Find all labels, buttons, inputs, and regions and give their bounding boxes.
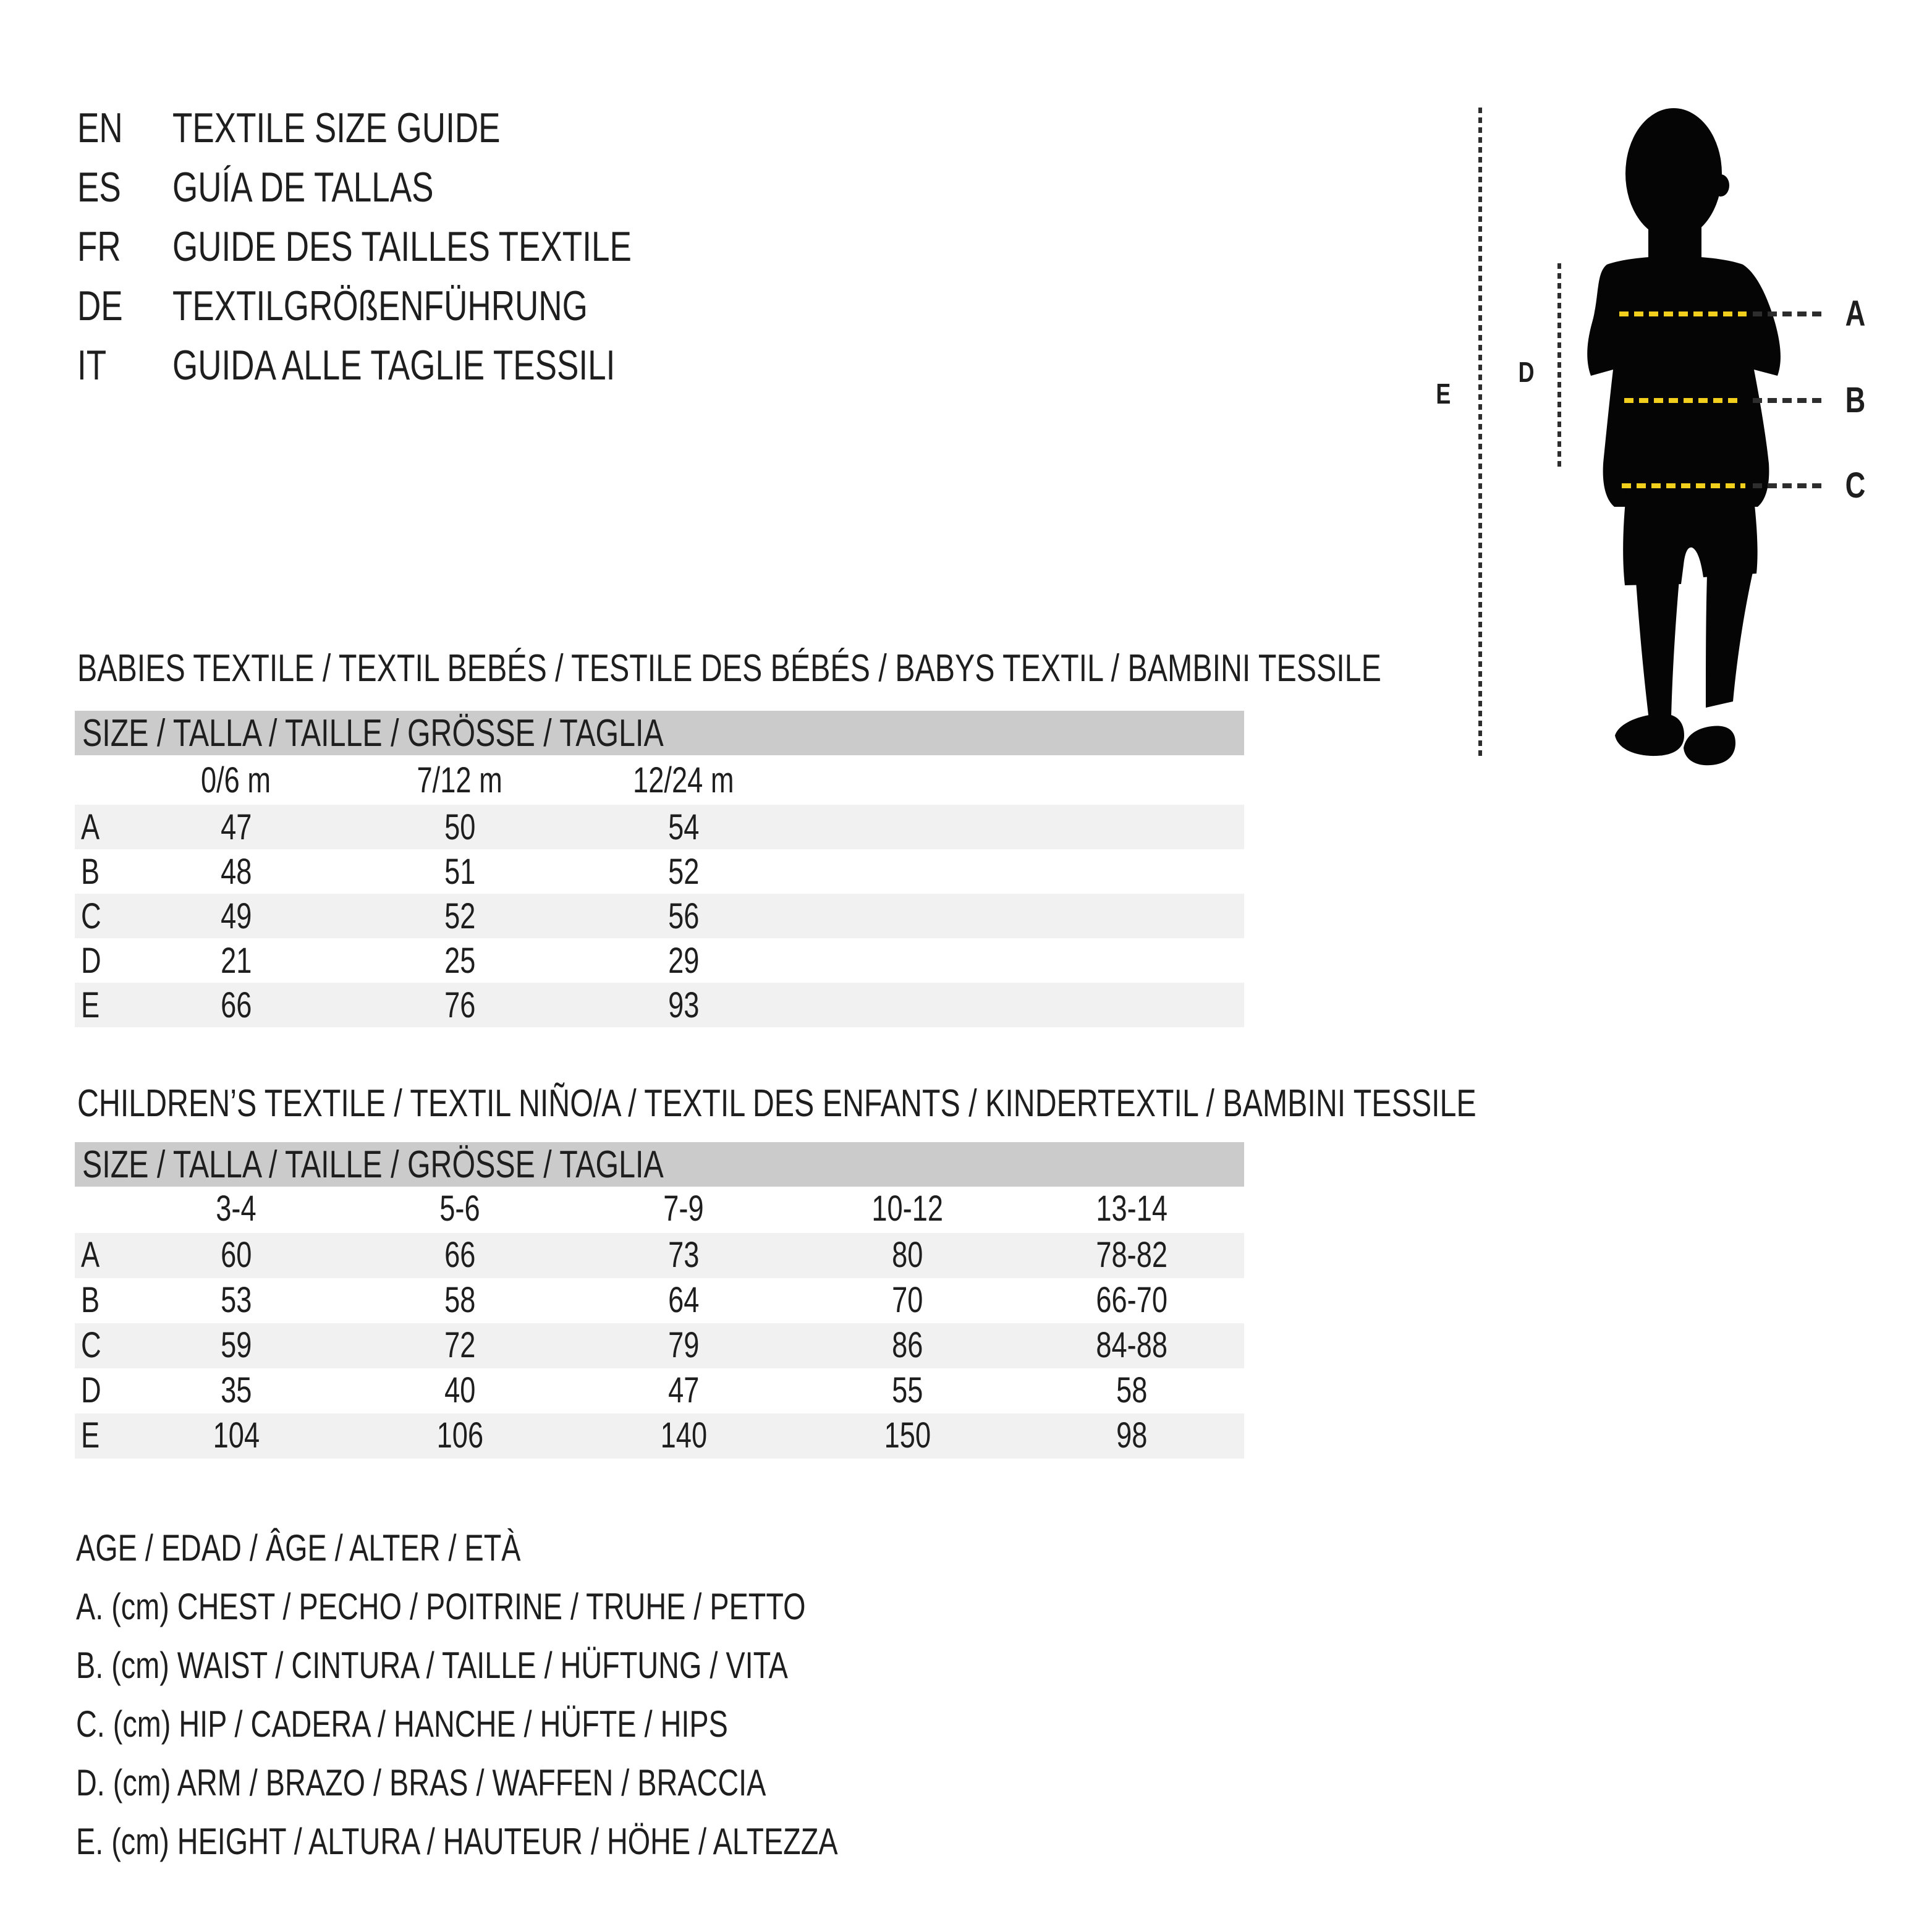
language-row-it	[77, 336, 761, 395]
children-col-7-9: 7-9	[663, 1188, 704, 1229]
language-title-block	[77, 98, 761, 395]
guide-title-en: TEXTILE SIZE GUIDE	[172, 104, 501, 151]
legend-age: AGE / EDAD / ÂGE / ALTER / ETÀ	[76, 1527, 521, 1569]
label-hip-c: C	[1845, 465, 1866, 506]
hip-dash-dark	[1753, 483, 1827, 488]
silhouette-right-shoe	[1684, 726, 1735, 765]
language-code: FR	[77, 223, 121, 270]
children-section-heading: CHILDREN’S TEXTILE / TEXTIL NIÑO/A / TEXTIL DES ENFANTS / KINDERTEXTIL / BAMBINI TESSILE	[77, 1082, 1477, 1125]
table-row: B 53 58 64 70 66-70	[81, 1279, 1167, 1320]
table-row: C 59 72 79 86 84-88	[75, 1323, 1244, 1368]
guide-title-fr: GUIDE DES TAILLES TEXTILE	[172, 223, 632, 270]
babies-size-table	[75, 755, 1244, 1027]
table-row: E 104 106 140 150 98	[75, 1413, 1244, 1459]
table-row: C 49 52 56	[75, 894, 1244, 938]
table-row: A 47 50 54	[75, 805, 1244, 849]
babies-col-7-12m: 7/12 m	[417, 760, 503, 800]
table-row: E 66 76 93	[75, 983, 1244, 1027]
children-size-table	[75, 1187, 1244, 1459]
language-row-en	[77, 98, 761, 158]
language-code: DE	[77, 282, 123, 329]
language-row-es	[77, 158, 761, 217]
table-row: A 60 66 73 80 78-82	[75, 1233, 1244, 1278]
legend-height: E. (cm) HEIGHT / ALTURA / HAUTEUR / HÖHE / ALTEZZA	[76, 1821, 838, 1862]
silhouette-shorts	[1623, 488, 1757, 585]
silhouette-torso	[1587, 256, 1781, 507]
label-chest-a: A	[1845, 294, 1866, 334]
waist-dash-yellow	[1624, 398, 1740, 403]
measurement-legend	[76, 1519, 1053, 1871]
babies-section-heading: BABIES TEXTILE / TEXTIL BEBÉS / TESTILE DES BÉBÉS / BABYS TEXTIL / BAMBINI TESSILE	[77, 647, 1381, 690]
language-code: IT	[77, 342, 107, 389]
silhouette-ear	[1712, 174, 1729, 197]
language-row-de	[77, 276, 761, 336]
label-height-e: E	[1436, 378, 1451, 410]
children-col-5-6: 5-6	[439, 1188, 480, 1229]
language-code: EN	[77, 104, 123, 151]
table-row: D 35 40 47 55 58	[81, 1370, 1148, 1410]
children-size-header-bar: SIZE / TALLA / TAILLE / GRÖSSE / TAGLIA	[75, 1142, 1244, 1187]
legend-chest: A. (cm) CHEST / PECHO / POITRINE / TRUHE / PETTO	[76, 1586, 806, 1627]
label-arm-d: D	[1519, 356, 1535, 388]
table-row: D 21 25 29	[81, 940, 700, 981]
children-col-10-12: 10-12	[871, 1188, 943, 1229]
waist-dash-dark	[1753, 398, 1827, 403]
babies-col-0-6m: 0/6 m	[201, 760, 271, 800]
children-col-13-14: 13-14	[1096, 1188, 1167, 1229]
legend-waist: B. (cm) WAIST / CINTURA / TAILLE / HÜFTUNG / VITA	[76, 1645, 788, 1686]
silhouette-left-shoe	[1615, 714, 1684, 756]
children-column-header-row	[75, 1187, 1244, 1233]
guide-title-es: GUÍA DE TALLAS	[172, 164, 434, 211]
chest-dash-dark	[1753, 311, 1827, 316]
babies-column-header-row	[75, 755, 1244, 805]
guide-title-de: TEXTILGRÖßENFÜHRUNG	[172, 282, 588, 329]
children-col-3-4: 3-4	[216, 1188, 256, 1229]
guide-title-it: GUIDA ALLE TAGLIE TESSILI	[172, 342, 616, 389]
language-row-fr	[77, 217, 761, 276]
legend-hip: C. (cm) HIP / CADERA / HANCHE / HÜFTE / HIPS	[76, 1703, 728, 1745]
language-code: ES	[77, 164, 121, 211]
hip-dash-yellow	[1622, 483, 1745, 488]
babies-size-header-bar: SIZE / TALLA / TAILLE / GRÖSSE / TAGLIA	[75, 711, 1244, 755]
chest-dash-yellow	[1619, 311, 1747, 316]
legend-arm: D. (cm) ARM / BRAZO / BRAS / WAFFEN / BRACCIA	[76, 1762, 766, 1803]
label-waist-b: B	[1845, 380, 1866, 420]
table-row: B 48 51 52	[81, 851, 700, 892]
babies-col-12-24m: 12/24 m	[633, 760, 734, 800]
